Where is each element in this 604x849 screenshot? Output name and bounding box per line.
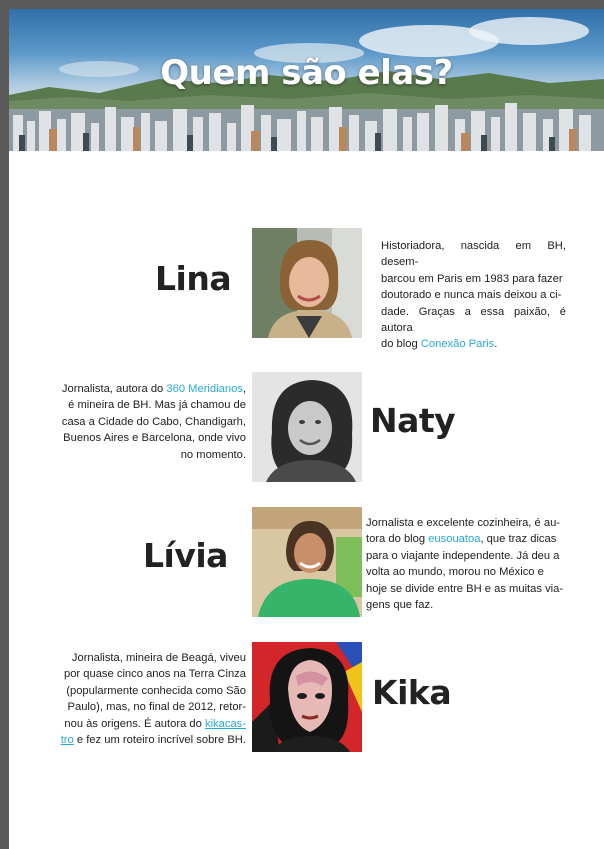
portrait-photo-icon: [252, 228, 362, 338]
profile-name-lina: Lina: [155, 259, 232, 298]
header-banner: [9, 9, 604, 151]
page-title: Quem são elas?: [160, 53, 453, 93]
photo-naty: [252, 372, 362, 482]
profile-name-kika: Kika: [372, 673, 452, 712]
profile-name-livia: Lívia: [143, 536, 228, 575]
blog-link-conexao-paris[interactable]: Conexão Paris: [420, 338, 495, 351]
bio-kika: Jornalista, mineira de Beagá, viveu por quase cinco anos na Terra Cinza (popularmente conhecida como São Paulo), mas, no final de 2012, retor- nou às origens. É autora do kikacas- tro e fez um roteiro incrível sobre BH.: [60, 652, 246, 747]
bio-livia: Jornalista e excelente cozinheira, é au- tora do blog eusouatoa, que traz dicas para o viajante independente. Já deu a volta ao mundo, morou no México e hoje se divide entre BH e as muitas via- gens que faz.: [366, 517, 564, 612]
blog-link-eusouatoa[interactable]: eusouatoa: [428, 533, 481, 546]
bio-naty: Jornalista, autora do 360 Meridianos, é mineira de BH. Mas já chamou de casa a Cidade do Cabo, Chandigarh, Buenos Aires e Barcelona, onde vivo no momento.: [61, 383, 246, 461]
photo-kika: [252, 642, 362, 752]
photo-lina: [252, 228, 362, 338]
bio-lina: Historiadora, nascida em BH, desem- barcou em Paris em 1983 para fazer doutorado e nunca mais deixou a ci- dade. Graças a essa paixão, é autora do blog Conexão Paris.: [381, 240, 566, 351]
blog-link-kikacastro[interactable]: kikacas-: [204, 717, 246, 730]
portrait-photo-icon: [252, 372, 362, 482]
document-page: [9, 9, 604, 849]
photo-livia: [252, 507, 362, 617]
portrait-photo-icon: [252, 507, 362, 617]
pop-art-portrait-icon: [252, 642, 362, 752]
profile-name-naty: Naty: [370, 401, 456, 440]
blog-link-360-meridianos[interactable]: 360 Meridianos: [166, 383, 243, 395]
blog-link-kikacastro-cont[interactable]: tro: [60, 734, 74, 747]
